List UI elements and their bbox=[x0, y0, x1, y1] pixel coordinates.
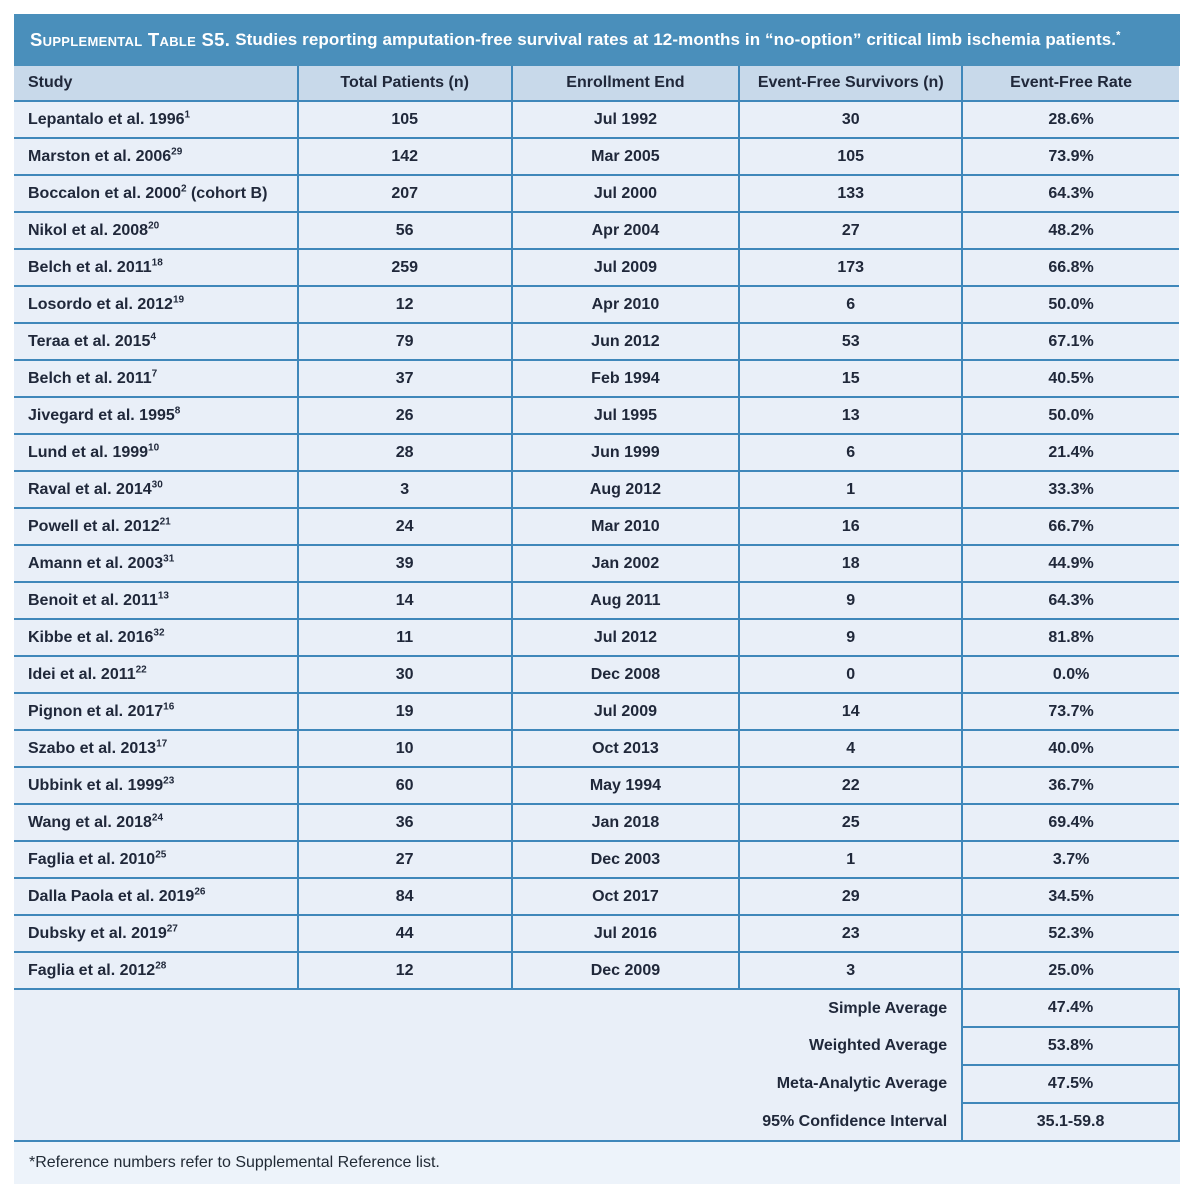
column-header-event-free-survivors: Event-Free Survivors (n) bbox=[739, 66, 962, 101]
event-free-rate-cell: 66.8% bbox=[962, 249, 1179, 286]
event-free-survivors-cell: 14 bbox=[739, 693, 962, 730]
event-free-rate-cell: 64.3% bbox=[962, 582, 1179, 619]
summary-label: Weighted Average bbox=[14, 1027, 962, 1065]
total-patients-cell: 105 bbox=[298, 101, 512, 138]
table-row bbox=[14, 249, 1179, 286]
event-free-rate-cell: 52.3% bbox=[962, 915, 1179, 952]
study-cell: Lepantalo et al. 1996$^1$ bbox=[14, 101, 298, 138]
total-patients-cell: 11 bbox=[298, 619, 512, 656]
table-row bbox=[14, 878, 1179, 915]
event-free-survivors-cell: 105 bbox=[739, 138, 962, 175]
event-free-rate-cell: 66.7% bbox=[962, 508, 1179, 545]
event-free-survivors-cell: 1 bbox=[739, 841, 962, 878]
table-row bbox=[14, 138, 1179, 175]
total-patients-cell: 12 bbox=[298, 286, 512, 323]
total-patients-cell: 207 bbox=[298, 175, 512, 212]
table-title-label: Supplemental Table S5. bbox=[30, 29, 231, 50]
table-row bbox=[14, 619, 1179, 656]
column-header-study: Study bbox=[14, 66, 298, 101]
column-header-enrollment-end: Enrollment End bbox=[512, 66, 740, 101]
reference-superscript: 19 bbox=[172, 294, 185, 306]
summary-section bbox=[14, 989, 1179, 1141]
table-footnote: *Reference numbers refer to Supplemental Reference list. bbox=[14, 1142, 1180, 1184]
table-row bbox=[14, 952, 1179, 989]
studies-table bbox=[14, 66, 1180, 1142]
event-free-rate-cell: 50.0% bbox=[962, 397, 1179, 434]
enrollment-end-cell: Jul 2009 bbox=[512, 693, 740, 730]
enrollment-end-cell: Jul 1995 bbox=[512, 397, 740, 434]
event-free-rate-cell: 25.0% bbox=[962, 952, 1179, 989]
event-free-survivors-cell: 15 bbox=[739, 360, 962, 397]
study-cell: Idei et al. 2011$^{22}$ bbox=[14, 656, 298, 693]
study-cell: Ubbink et al. 1999$^{23}$ bbox=[14, 767, 298, 804]
enrollment-end-cell: Apr 2004 bbox=[512, 212, 740, 249]
study-cell: Lund et al. 1999$^{10}$ bbox=[14, 434, 298, 471]
table-row bbox=[14, 471, 1179, 508]
enrollment-end-cell: Jul 2016 bbox=[512, 915, 740, 952]
summary-label: Meta-Analytic Average bbox=[14, 1065, 962, 1103]
table-row bbox=[14, 101, 1179, 138]
total-patients-cell: 30 bbox=[298, 656, 512, 693]
total-patients-cell: 14 bbox=[298, 582, 512, 619]
total-patients-cell: 39 bbox=[298, 545, 512, 582]
summary-value: 35.1-59.8 bbox=[962, 1103, 1179, 1141]
column-header-total-patients: Total Patients (n) bbox=[298, 66, 512, 101]
event-free-survivors-cell: 16 bbox=[739, 508, 962, 545]
event-free-rate-cell: 64.3% bbox=[962, 175, 1179, 212]
reference-superscript: 23 bbox=[163, 775, 175, 787]
event-free-rate-cell: 50.0% bbox=[962, 286, 1179, 323]
event-free-survivors-cell: 18 bbox=[739, 545, 962, 582]
study-cell: Losordo et al. 2012$^{19}$ bbox=[14, 286, 298, 323]
study-cell: Dalla Paola et al. 2019$^{26}$ bbox=[14, 878, 298, 915]
event-free-survivors-cell: 3 bbox=[739, 952, 962, 989]
reference-superscript: 27 bbox=[166, 923, 178, 935]
enrollment-end-cell: Jan 2018 bbox=[512, 804, 740, 841]
title-footnote-marker: * bbox=[1116, 29, 1121, 42]
summary-value: 47.4% bbox=[962, 989, 1179, 1027]
event-free-survivors-cell: 173 bbox=[739, 249, 962, 286]
reference-superscript: 21 bbox=[159, 516, 171, 528]
event-free-rate-cell: 36.7% bbox=[962, 767, 1179, 804]
table-row bbox=[14, 656, 1179, 693]
study-cell: Benoit et al. 2011$^{13}$ bbox=[14, 582, 298, 619]
table-title-text bbox=[235, 30, 1120, 50]
total-patients-cell: 12 bbox=[298, 952, 512, 989]
enrollment-end-cell: Dec 2008 bbox=[512, 656, 740, 693]
enrollment-end-cell: Jun 1999 bbox=[512, 434, 740, 471]
reference-superscript: 8 bbox=[174, 405, 181, 417]
reference-superscript: 13 bbox=[157, 590, 169, 602]
summary-row-confidence-interval bbox=[14, 1103, 1179, 1141]
reference-superscript: 2 bbox=[180, 183, 187, 195]
event-free-rate-cell: 81.8% bbox=[962, 619, 1179, 656]
enrollment-end-cell: Dec 2009 bbox=[512, 952, 740, 989]
study-cell: Faglia et al. 2010$^{25}$ bbox=[14, 841, 298, 878]
reference-superscript: 30 bbox=[151, 479, 163, 491]
event-free-rate-cell: 73.7% bbox=[962, 693, 1179, 730]
enrollment-end-cell: Aug 2012 bbox=[512, 471, 740, 508]
reference-superscript: 4 bbox=[150, 331, 157, 343]
total-patients-cell: 60 bbox=[298, 767, 512, 804]
study-cell: Amann et al. 2003$^{31}$ bbox=[14, 545, 298, 582]
reference-superscript: 28 bbox=[155, 960, 167, 972]
enrollment-end-cell: May 1994 bbox=[512, 767, 740, 804]
enrollment-end-cell: Dec 2003 bbox=[512, 841, 740, 878]
enrollment-end-cell: Jul 1992 bbox=[512, 101, 740, 138]
total-patients-cell: 24 bbox=[298, 508, 512, 545]
table-row bbox=[14, 323, 1179, 360]
summary-value: 53.8% bbox=[962, 1027, 1179, 1065]
reference-superscript: 31 bbox=[163, 553, 175, 565]
event-free-survivors-cell: 30 bbox=[739, 101, 962, 138]
total-patients-cell: 10 bbox=[298, 730, 512, 767]
reference-superscript: 7 bbox=[151, 368, 158, 380]
study-cell: Kibbe et al. 2016$^{32}$ bbox=[14, 619, 298, 656]
total-patients-cell: 259 bbox=[298, 249, 512, 286]
summary-row-simple-average bbox=[14, 989, 1179, 1027]
enrollment-end-cell: Apr 2010 bbox=[512, 286, 740, 323]
study-cell: Belch et al. 2011$^7$ bbox=[14, 360, 298, 397]
event-free-rate-cell: 40.0% bbox=[962, 730, 1179, 767]
study-cell: Pignon et al. 2017$^{16}$ bbox=[14, 693, 298, 730]
summary-row-weighted-average bbox=[14, 1027, 1179, 1065]
event-free-survivors-cell: 27 bbox=[739, 212, 962, 249]
reference-superscript: 18 bbox=[151, 257, 163, 269]
event-free-survivors-cell: 53 bbox=[739, 323, 962, 360]
summary-label: 95% Confidence Interval bbox=[14, 1103, 962, 1141]
table-body bbox=[14, 101, 1179, 989]
study-cell: Boccalon et al. 2000$^2$ (cohort B) bbox=[14, 175, 298, 212]
reference-superscript: 32 bbox=[153, 627, 165, 639]
total-patients-cell: 84 bbox=[298, 878, 512, 915]
study-cell: Nikol et al. 2008$^{20}$ bbox=[14, 212, 298, 249]
table-row bbox=[14, 434, 1179, 471]
table-row bbox=[14, 693, 1179, 730]
enrollment-end-cell: Feb 1994 bbox=[512, 360, 740, 397]
event-free-rate-cell: 33.3% bbox=[962, 471, 1179, 508]
reference-superscript: 20 bbox=[148, 220, 160, 232]
total-patients-cell: 142 bbox=[298, 138, 512, 175]
event-free-rate-cell: 21.4% bbox=[962, 434, 1179, 471]
event-free-survivors-cell: 29 bbox=[739, 878, 962, 915]
table-row bbox=[14, 545, 1179, 582]
event-free-rate-cell: 44.9% bbox=[962, 545, 1179, 582]
study-cell: Wang et al. 2018$^{24}$ bbox=[14, 804, 298, 841]
reference-superscript: 10 bbox=[148, 442, 160, 454]
summary-label: Simple Average bbox=[14, 989, 962, 1027]
table-title-bar bbox=[14, 14, 1180, 66]
event-free-survivors-cell: 133 bbox=[739, 175, 962, 212]
event-free-rate-cell: 48.2% bbox=[962, 212, 1179, 249]
summary-value: 47.5% bbox=[962, 1065, 1179, 1103]
enrollment-end-cell: Oct 2013 bbox=[512, 730, 740, 767]
reference-superscript: 1 bbox=[184, 109, 191, 121]
event-free-survivors-cell: 0 bbox=[739, 656, 962, 693]
enrollment-end-cell: Jul 2009 bbox=[512, 249, 740, 286]
table-row bbox=[14, 508, 1179, 545]
event-free-rate-cell: 0.0% bbox=[962, 656, 1179, 693]
study-cell: Powell et al. 2012$^{21}$ bbox=[14, 508, 298, 545]
column-header-event-free-rate: Event-Free Rate bbox=[962, 66, 1179, 101]
total-patients-cell: 36 bbox=[298, 804, 512, 841]
reference-superscript: 17 bbox=[156, 738, 168, 750]
event-free-survivors-cell: 13 bbox=[739, 397, 962, 434]
event-free-survivors-cell: 22 bbox=[739, 767, 962, 804]
total-patients-cell: 56 bbox=[298, 212, 512, 249]
total-patients-cell: 26 bbox=[298, 397, 512, 434]
event-free-rate-cell: 3.7% bbox=[962, 841, 1179, 878]
reference-superscript: 26 bbox=[194, 886, 206, 898]
total-patients-cell: 27 bbox=[298, 841, 512, 878]
header-row bbox=[14, 66, 1179, 101]
total-patients-cell: 44 bbox=[298, 915, 512, 952]
table-row bbox=[14, 175, 1179, 212]
study-cell: Dubsky et al. 2019$^{27}$ bbox=[14, 915, 298, 952]
table-row bbox=[14, 286, 1179, 323]
table-header bbox=[14, 66, 1179, 101]
enrollment-end-cell: Jun 2012 bbox=[512, 323, 740, 360]
table-title-text-main: Studies reporting amputation-free survival rates at 12-months in “no-option” critical limb ischemia patients. bbox=[235, 30, 1117, 49]
table-row bbox=[14, 804, 1179, 841]
event-free-survivors-cell: 9 bbox=[739, 582, 962, 619]
study-cell: Jivegard et al. 1995$^8$ bbox=[14, 397, 298, 434]
study-cell: Marston et al. 2006$^{29}$ bbox=[14, 138, 298, 175]
study-cell: Raval et al. 2014$^{30}$ bbox=[14, 471, 298, 508]
total-patients-cell: 3 bbox=[298, 471, 512, 508]
table-row bbox=[14, 730, 1179, 767]
enrollment-end-cell: Oct 2017 bbox=[512, 878, 740, 915]
event-free-rate-cell: 69.4% bbox=[962, 804, 1179, 841]
total-patients-cell: 28 bbox=[298, 434, 512, 471]
event-free-rate-cell: 40.5% bbox=[962, 360, 1179, 397]
enrollment-end-cell: Jul 2000 bbox=[512, 175, 740, 212]
enrollment-end-cell: Mar 2005 bbox=[512, 138, 740, 175]
reference-superscript: 24 bbox=[151, 812, 164, 824]
event-free-rate-cell: 34.5% bbox=[962, 878, 1179, 915]
enrollment-end-cell: Mar 2010 bbox=[512, 508, 740, 545]
event-free-rate-cell: 28.6% bbox=[962, 101, 1179, 138]
total-patients-cell: 79 bbox=[298, 323, 512, 360]
enrollment-end-cell: Jul 2012 bbox=[512, 619, 740, 656]
event-free-survivors-cell: 6 bbox=[739, 286, 962, 323]
table-row bbox=[14, 582, 1179, 619]
event-free-survivors-cell: 6 bbox=[739, 434, 962, 471]
event-free-survivors-cell: 4 bbox=[739, 730, 962, 767]
event-free-rate-cell: 73.9% bbox=[962, 138, 1179, 175]
event-free-survivors-cell: 1 bbox=[739, 471, 962, 508]
study-cell: Faglia et al. 2012$^{28}$ bbox=[14, 952, 298, 989]
study-cell: Szabo et al. 2013$^{17}$ bbox=[14, 730, 298, 767]
table-row bbox=[14, 841, 1179, 878]
enrollment-end-cell: Aug 2011 bbox=[512, 582, 740, 619]
reference-superscript: 22 bbox=[135, 664, 147, 676]
study-cell: Belch et al. 2011$^{18}$ bbox=[14, 249, 298, 286]
event-free-survivors-cell: 25 bbox=[739, 804, 962, 841]
total-patients-cell: 37 bbox=[298, 360, 512, 397]
reference-superscript: 16 bbox=[163, 701, 175, 713]
study-cell: Teraa et al. 2015$^4$ bbox=[14, 323, 298, 360]
event-free-rate-cell: 67.1% bbox=[962, 323, 1179, 360]
table-row bbox=[14, 212, 1179, 249]
event-free-survivors-cell: 9 bbox=[739, 619, 962, 656]
reference-superscript: 25 bbox=[155, 849, 167, 861]
summary-row-meta-analytic-average bbox=[14, 1065, 1179, 1103]
table-row bbox=[14, 397, 1179, 434]
table-row bbox=[14, 767, 1179, 804]
table-row bbox=[14, 915, 1179, 952]
total-patients-cell: 19 bbox=[298, 693, 512, 730]
table-row bbox=[14, 360, 1179, 397]
enrollment-end-cell: Jan 2002 bbox=[512, 545, 740, 582]
event-free-survivors-cell: 23 bbox=[739, 915, 962, 952]
reference-superscript: 29 bbox=[171, 146, 183, 158]
